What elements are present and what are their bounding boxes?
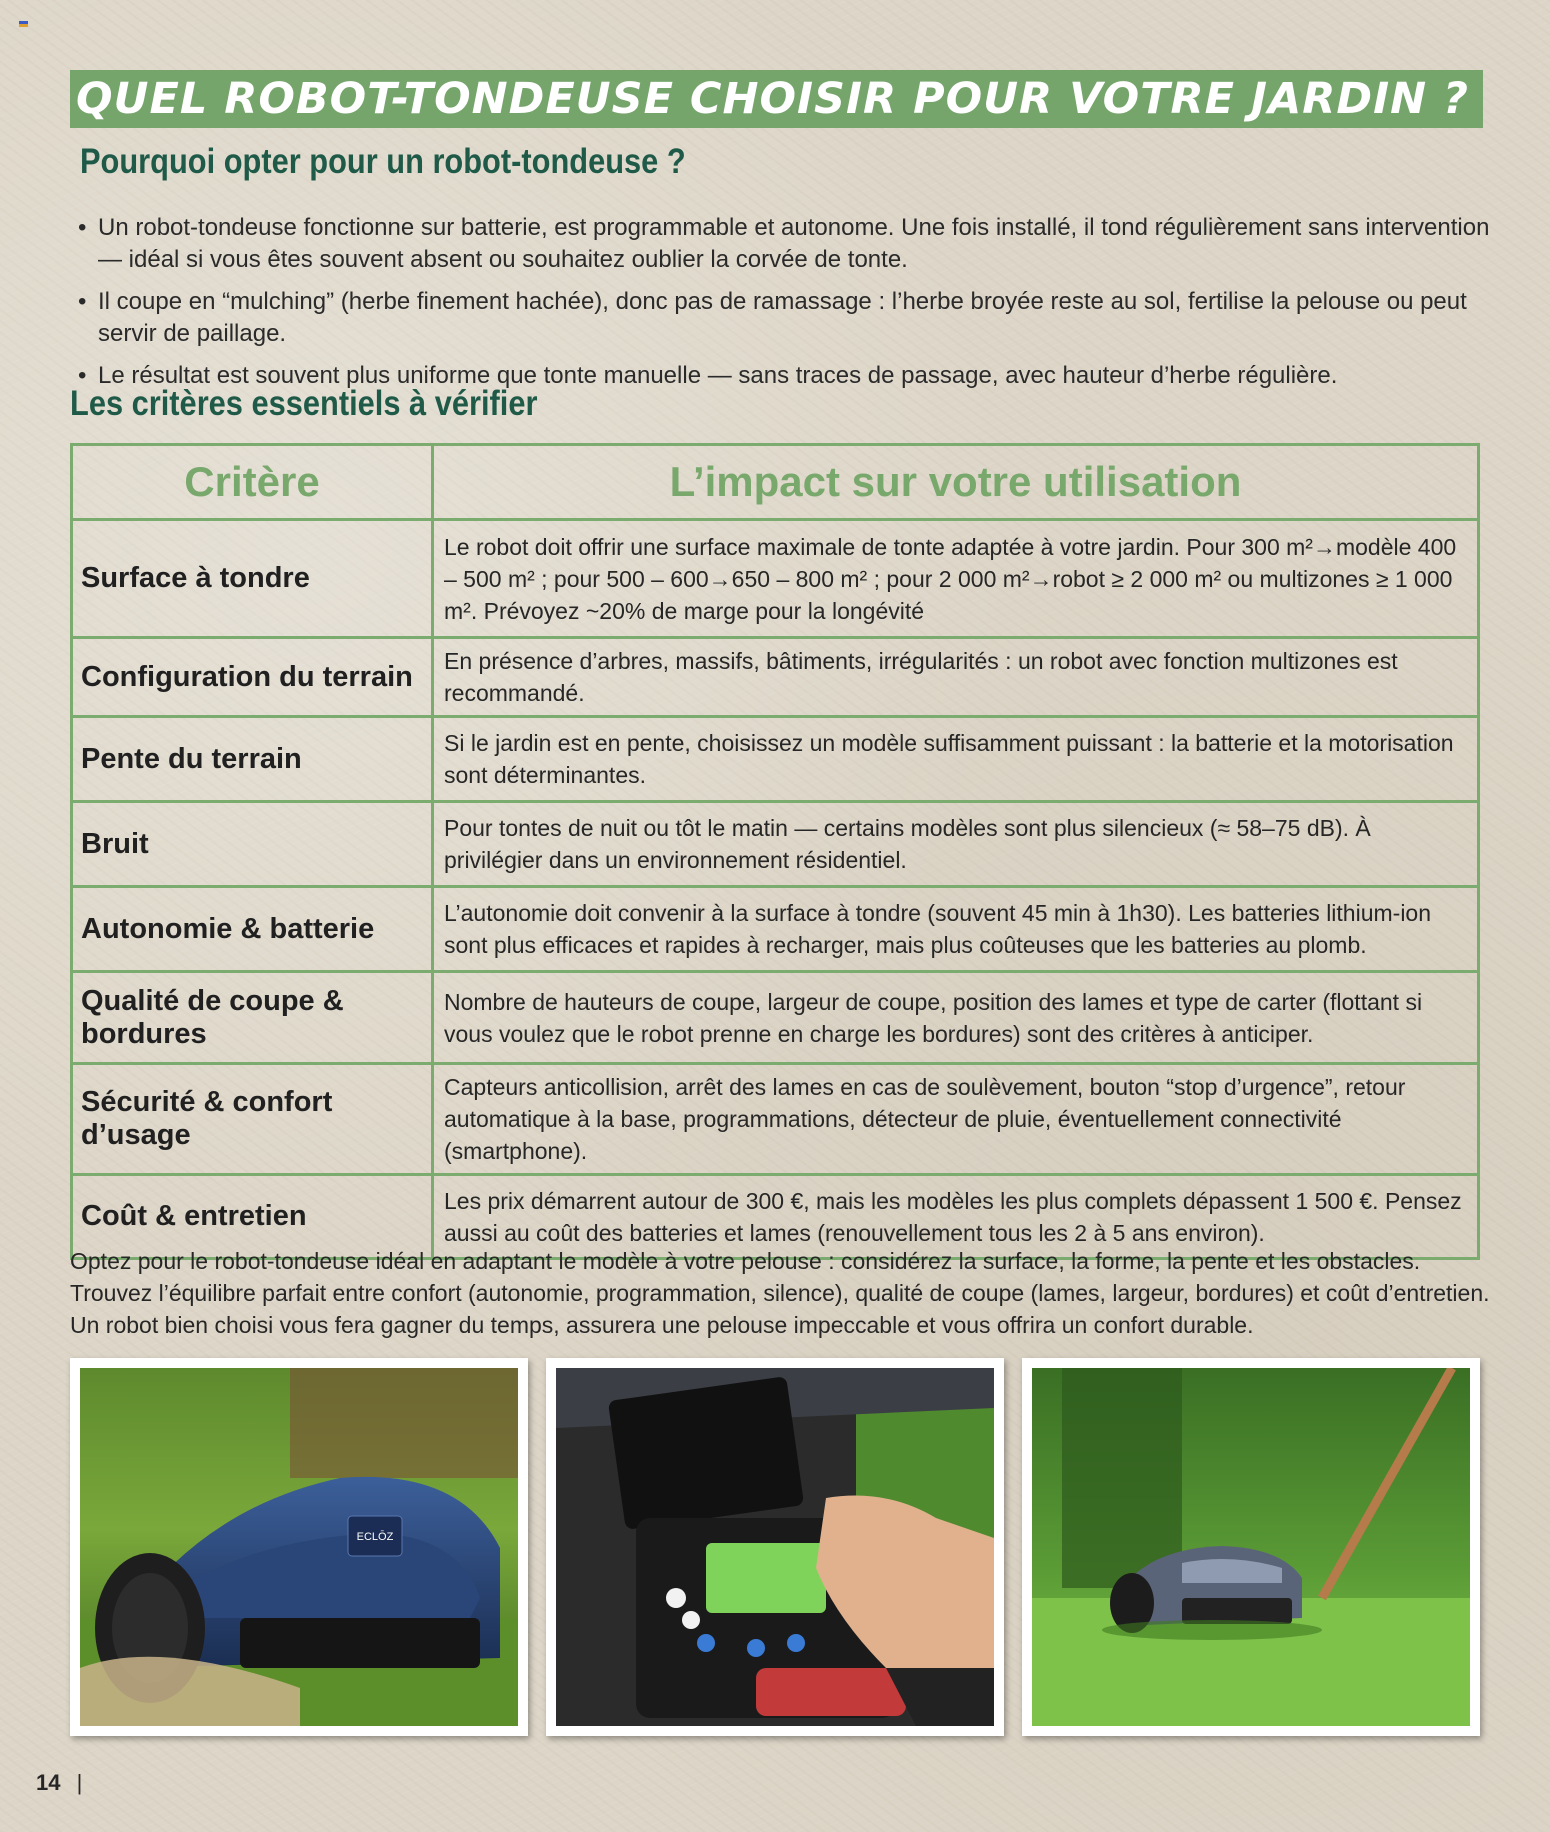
impact-cell: Si le jardin est en pente, choisissez un modèle suffisamment puissant : la batterie et la motorisation sont déterminantes. [433, 717, 1479, 802]
page-title: QUEL ROBOT-TONDEUSE CHOISIR POUR VOTRE JARDIN ? [70, 70, 1483, 128]
criterion-cell: Configuration du terrain [72, 638, 433, 717]
table-header-row [72, 445, 1479, 520]
column-header-criterion: Critère [72, 445, 433, 520]
table-row [72, 638, 1479, 717]
criterion-cell: Sécurité & confort d’usage [72, 1064, 433, 1175]
bullet-item: • Un robot-tondeuse fonctionne sur batterie, est programmable et autonome. Une fois installé, il tond régulièrement sans intervention — idéal si vous êtes souvent absent ou souhaitez oublier la corvée de tonte. [78, 212, 1518, 276]
impact-cell: Nombre de hauteurs de coupe, largeur de coupe, position des lames et type de carter (flottant si vous voulez que le robot prenne en charge les bordures) sont des critères à anticiper. [433, 972, 1479, 1064]
criterion-cell: Bruit [72, 802, 433, 887]
table-row [72, 887, 1479, 972]
criterion-cell: Surface à tondre [72, 520, 433, 638]
intro-heading: Pourquoi opter pour un robot-tondeuse ? [80, 142, 686, 181]
criterion-cell: Pente du terrain [72, 717, 433, 802]
photo-mower-on-lawn [1022, 1358, 1480, 1736]
criteria-heading: Les critères essentiels à vérifier [70, 384, 538, 423]
impact-cell: Pour tontes de nuit ou tôt le matin — certains modèles sont plus silencieux (≈ 58–75 dB). À privilégier dans un environnement résidentiel. [433, 802, 1479, 887]
impact-cell: Le robot doit offrir une surface maximale de tonte adaptée à votre jardin. Pour 300 m²→modèle 400 – 500 m² ; pour 500 – 600→650 – 800 m² ; pour 2 000 m²→robot ≥ 2 000 m² ou multizones ≥ 1 000 m². Prévoyez ~20% de marge pour la longévité [433, 520, 1479, 638]
criterion-cell: Qualité de coupe & bordures [72, 972, 433, 1064]
conclusion-line: Trouvez l’équilibre parfait entre confort (autonomie, programmation, silence), qualité de coupe (lames, largeur, bordures) et coût d’entretien. [70, 1280, 1490, 1306]
photo-control-panel [546, 1358, 1004, 1736]
page-number-separator: | [76, 1770, 83, 1795]
impact-cell: Capteurs anticollision, arrêt des lames en cas de soulèvement, bouton “stop d’urgence”, retour automatique à la base, programmations, détecteur de pluie, éventuellement connectivité (smartphone). [433, 1064, 1479, 1175]
mower-lawn-illustration [1032, 1368, 1470, 1726]
table-row [72, 1064, 1479, 1175]
impact-cell: Les prix démarrent autour de 300 €, mais les modèles les plus complets dépassent 1 500 €. Pensez aussi au coût des batteries et lames (renouvellement tous les 2 à 5 ans environ). [433, 1175, 1479, 1259]
bullet-item: • Il coupe en “mulching” (herbe finement hachée), donc pas de ramassage : l’herbe broyée reste au sol, fertilise la pelouse ou peut servir de paillage. [78, 286, 1518, 350]
robot-mower-illustration [80, 1368, 518, 1726]
page-number-value: 14 [36, 1770, 61, 1795]
brand-label: ECLŌZ [356, 1531, 394, 1543]
table-row [72, 972, 1479, 1064]
criteria-table [70, 443, 1480, 1260]
page-number [36, 1770, 82, 1796]
conclusion-line: Un robot bien choisi vous fera gagner du temps, assurera une pelouse impeccable et vous offrira un confort durable. [70, 1312, 1254, 1338]
table-row [72, 717, 1479, 802]
table-row [72, 802, 1479, 887]
corner-mark [19, 21, 28, 27]
column-header-impact: L’impact sur votre utilisation [433, 445, 1479, 520]
intro-bullet-list [78, 212, 1518, 402]
table-row [72, 520, 1479, 638]
control-panel-illustration [556, 1368, 994, 1726]
impact-cell: L’autonomie doit convenir à la surface à tondre (souvent 45 min à 1h30). Les batteries lithium-ion sont plus efficaces et rapides à recharger, mais plus coûteuses que les batteries au plomb. [433, 887, 1479, 972]
conclusion-line: Optez pour le robot-tondeuse idéal en adaptant le modèle à votre pelouse : considérez la surface, la forme, la pente et les obstacles. [70, 1248, 1421, 1274]
bullet-item: • Le résultat est souvent plus uniforme que tonte manuelle — sans traces de passage, avec hauteur d’herbe régulière. [78, 360, 1518, 392]
impact-cell: En présence d’arbres, massifs, bâtiments, irrégularités : un robot avec fonction multizones est recommandé. [433, 638, 1479, 717]
conclusion [70, 1245, 1530, 1341]
criterion-cell: Autonomie & batterie [72, 887, 433, 972]
photo-robot-mower-closeup [70, 1358, 528, 1736]
criterion-cell: Coût & entretien [72, 1175, 433, 1259]
